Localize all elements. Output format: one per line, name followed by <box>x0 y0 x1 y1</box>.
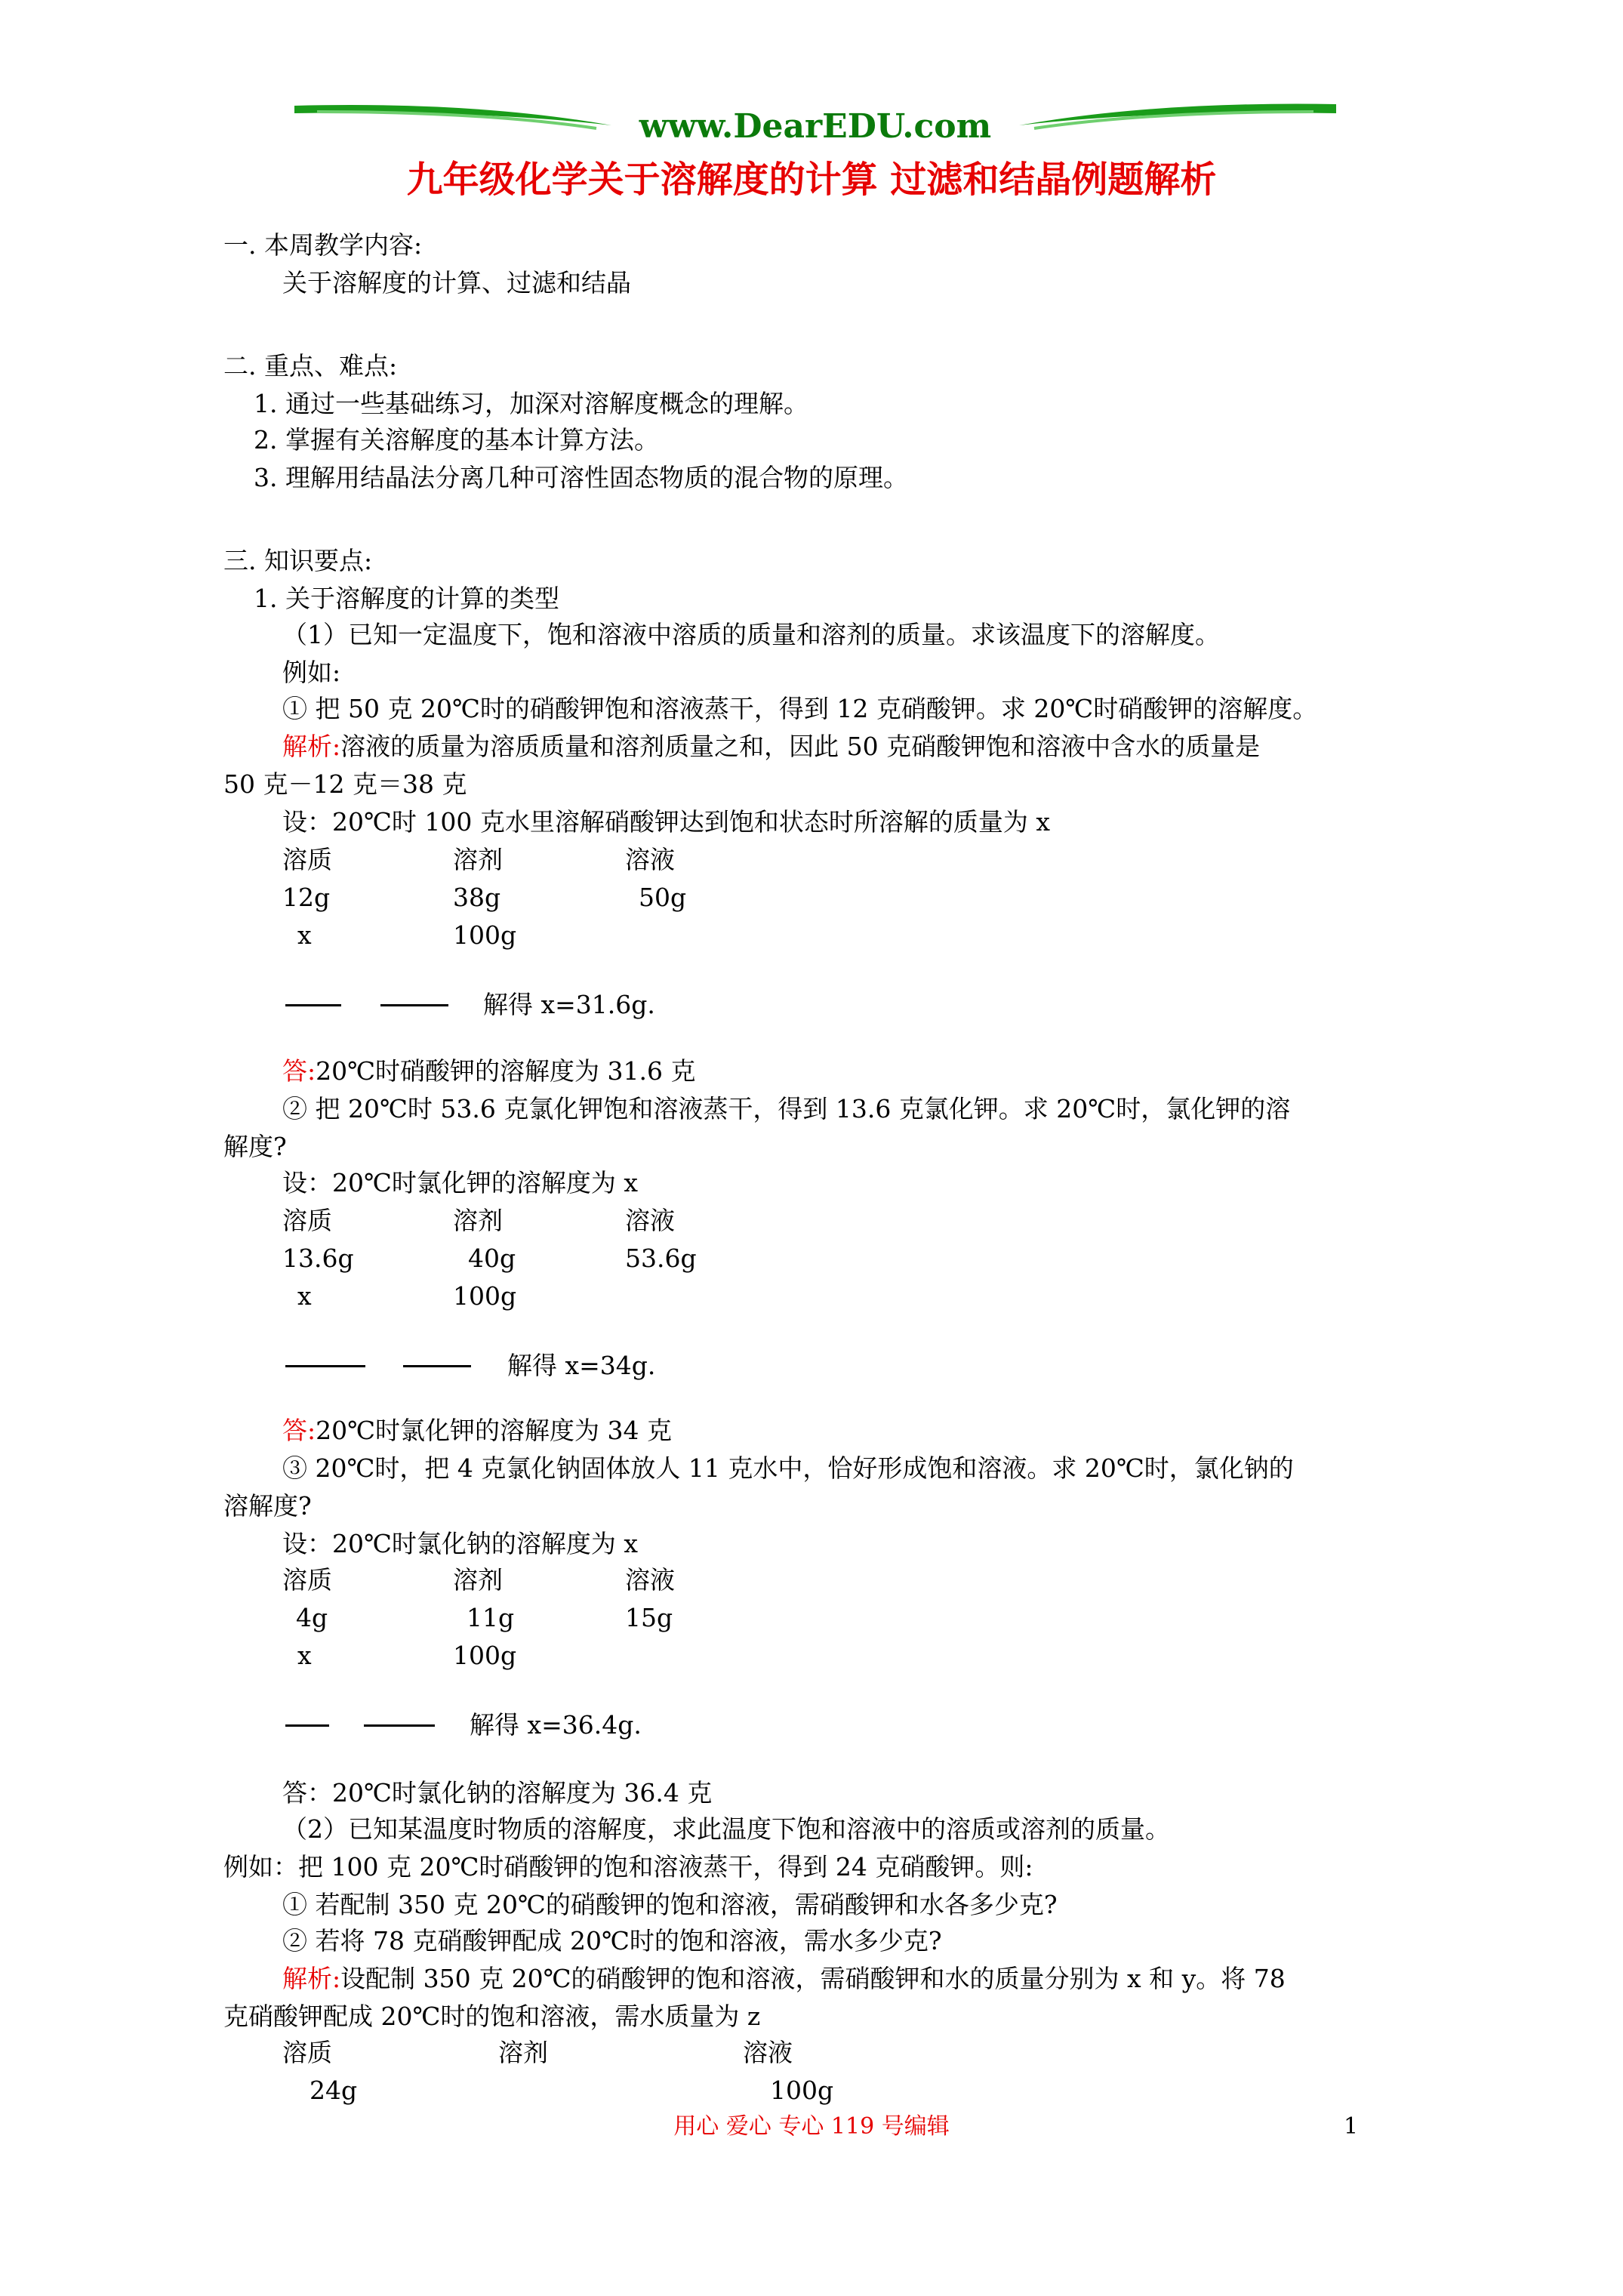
analysis-label: 解析: <box>282 732 341 761</box>
analysis-line: 解析:设配制 350 克 20℃的硝酸钾的饱和溶液，需硝酸钾和水的质量分别为 x 和 y。将 78 <box>282 1964 1286 1993</box>
analysis-line: 克硝酸钾配成 20℃时的饱和溶液，需水质量为 z <box>223 2002 761 2031</box>
table-cell: x <box>297 1281 312 1311</box>
example-intro: 例如：把 100 克 20℃时硝酸钾的饱和溶液蒸干，得到 24 克硝酸钾。则: <box>223 1852 1033 1881</box>
col-header: 溶剂 <box>453 1206 503 1235</box>
fraction-line <box>403 1365 471 1367</box>
subsection-heading: 1. 关于溶解度的计算的类型 <box>254 584 559 613</box>
section-content: 关于溶解度的计算、过滤和结晶 <box>282 268 631 297</box>
col-header: 溶液 <box>625 1206 675 1235</box>
analysis-label: 解析: <box>282 1964 341 1993</box>
col-header: 溶液 <box>625 1565 675 1595</box>
solution: 解得 x=31.6g. <box>483 990 655 1019</box>
answer-line: 答：20℃时氯化钠的溶解度为 36.4 克 <box>282 1778 713 1808</box>
col-header: 溶液 <box>743 2038 793 2067</box>
table-cell: 100g <box>453 1641 517 1670</box>
list-item: 1. 通过一些基础练习，加深对溶解度概念的理解。 <box>254 389 808 418</box>
list-item: 3. 理解用结晶法分离几种可溶性固态物质的混合物的原理。 <box>254 463 908 492</box>
question: ③ 20℃时，把 4 克氯化钠固体放人 11 克水中，恰好形成饱和溶液。求 20℃时，氯化钠的 <box>282 1453 1294 1483</box>
solution: 解得 x=34g. <box>507 1351 656 1380</box>
table-cell: 4g <box>296 1603 328 1632</box>
question: ② 若将 78 克硝酸钾配成 20℃时的饱和溶液，需水多少克? <box>282 1926 942 1955</box>
fraction-line <box>285 1365 365 1367</box>
question: ① 把 50 克 20℃时的硝酸钾饱和溶液蒸干，得到 12 克硝酸钾。求 20℃时硝酸钾的溶解度。 <box>282 694 1318 723</box>
site-banner <box>294 97 1336 157</box>
analysis-line: 50 克－12 克＝38 克 <box>223 769 467 799</box>
table-cell: 53.6g <box>625 1244 697 1273</box>
example-label: 例如: <box>282 658 341 687</box>
list-item: 2. 掌握有关溶解度的基本计算方法。 <box>254 425 659 455</box>
assumption: 设：20℃时氯化钠的溶解度为 x <box>282 1529 639 1558</box>
answer-label: 答: <box>282 1056 316 1086</box>
table-cell: 13.6g <box>282 1244 354 1273</box>
answer-label: 答: <box>282 1416 316 1445</box>
site-name[interactable]: www.DearEDU.com <box>639 107 992 146</box>
fraction-line <box>285 1004 341 1006</box>
table-cell: 11g <box>467 1603 515 1632</box>
col-header: 溶质 <box>282 1206 332 1235</box>
table-cell: 50g <box>639 883 687 912</box>
col-header: 溶液 <box>625 845 675 874</box>
table-cell: 100g <box>770 2076 834 2105</box>
table-cell: 12g <box>282 883 331 912</box>
table-cell: 38g <box>453 883 501 912</box>
table-cell: x <box>297 920 312 950</box>
answer-line: 答:20℃时氯化钾的溶解度为 34 克 <box>282 1416 673 1445</box>
answer-line: 答:20℃时硝酸钾的溶解度为 31.6 克 <box>282 1056 696 1086</box>
calc-type: （2）已知某温度时物质的溶解度，求此温度下饱和溶液中的溶质或溶剂的质量。 <box>282 1814 1170 1844</box>
question: ② 把 20℃时 53.6 克氯化钾饱和溶液蒸干，得到 13.6 克氯化钾。求 20℃时，氯化钾的溶 <box>282 1094 1291 1123</box>
table-cell: 100g <box>453 920 517 950</box>
fraction-line <box>380 1004 448 1006</box>
table-cell: x <box>297 1641 312 1670</box>
col-header: 溶质 <box>282 1565 332 1595</box>
solution: 解得 x=36.4g. <box>470 1710 642 1740</box>
question: 解度? <box>223 1132 287 1161</box>
question: 溶解度? <box>223 1491 312 1521</box>
table-cell: 24g <box>310 2076 358 2105</box>
section-heading: 三. 知识要点: <box>223 546 373 575</box>
assumption: 设：20℃时氯化钾的溶解度为 x <box>282 1168 639 1197</box>
footer-text: 用心 爱心 专心 119 号编辑 <box>673 2113 950 2140</box>
table-cell: 40g <box>468 1244 516 1273</box>
col-header: 溶剂 <box>453 1565 503 1595</box>
fraction-line <box>285 1724 329 1727</box>
analysis-line: 解析:溶液的质量为溶质质量和溶剂质量之和，因此 50 克硝酸钾饱和溶液中含水的质量是 <box>282 732 1261 761</box>
table-cell: 100g <box>453 1281 517 1311</box>
page-number: 1 <box>1344 2113 1359 2140</box>
assumption: 设：20℃时 100 克水里溶解硝酸钾达到饱和状态时所溶解的质量为 x <box>282 807 1050 837</box>
fraction-line <box>364 1724 435 1727</box>
table-cell: 15g <box>625 1603 673 1632</box>
question: ① 若配制 350 克 20℃的硝酸钾的饱和溶液，需硝酸钾和水各多少克? <box>282 1890 1058 1919</box>
page-title: 九年级化学关于溶解度的计算 过滤和结晶例题解析 <box>406 159 1217 201</box>
section-heading: 一. 本周教学内容: <box>223 230 423 260</box>
section-heading: 二. 重点、难点: <box>223 351 398 381</box>
col-header: 溶质 <box>282 2038 332 2067</box>
calc-type: （1）已知一定温度下，饱和溶液中溶质的质量和溶剂的质量。求该温度下的溶解度。 <box>282 620 1220 649</box>
col-header: 溶剂 <box>498 2038 548 2067</box>
col-header: 溶质 <box>282 845 332 874</box>
col-header: 溶剂 <box>453 845 503 874</box>
